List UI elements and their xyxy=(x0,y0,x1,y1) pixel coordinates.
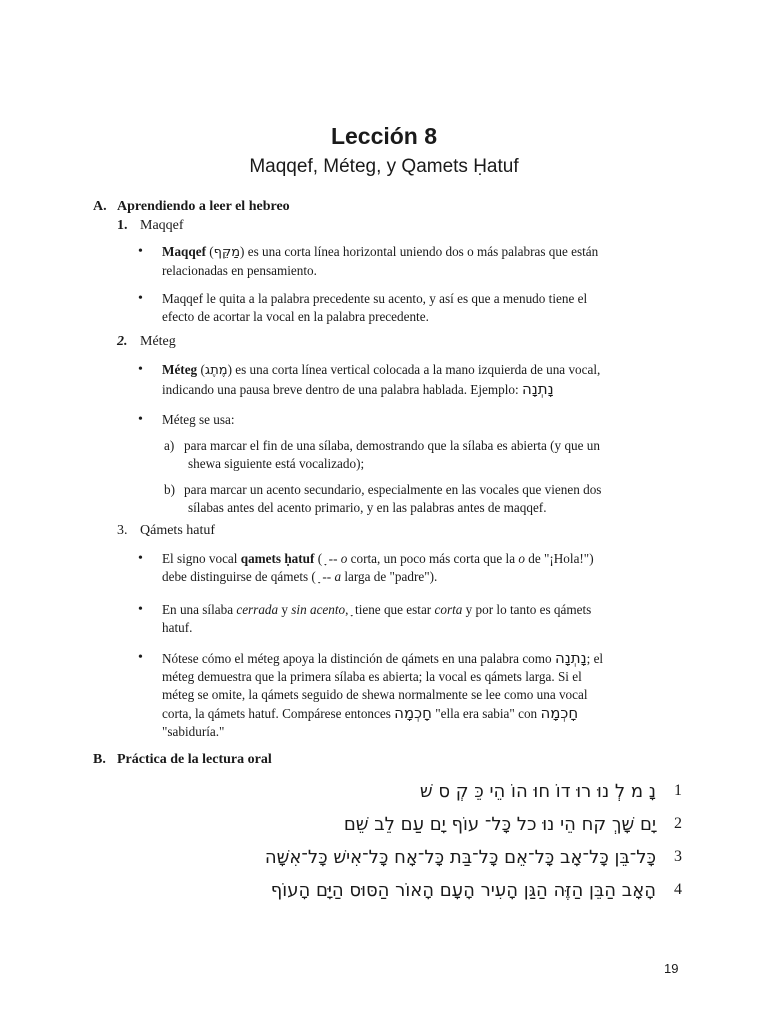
item-3-number: 3. xyxy=(117,523,128,538)
qamets-b2-mid: , ָ tiene que estar xyxy=(345,602,435,617)
qamets-b1-rest: corta, un poco más corta que la xyxy=(347,551,519,566)
meteg-use-b-label: b) xyxy=(164,482,175,497)
maqqef-b2-line1: Maqqef le quita a la palabra precedente su acento, y así es que a menudo tiene el xyxy=(162,291,588,306)
qamets-b1-o: o xyxy=(340,551,348,566)
meteg-def-line2: indicando una pausa breve dentro de una palabra hablada. Ejemplo: xyxy=(162,382,519,397)
item-3-heading: Qámets hatuf xyxy=(140,523,216,538)
qamets-b1-end: de "¡Hola!") xyxy=(524,551,594,566)
meteg-bullet-2 xyxy=(138,411,662,429)
meteg-use-b-line2: sílabas antes del acento primario, y en las palabras antes de maqqef. xyxy=(188,500,547,515)
qamets-b3-line1: Nótese cómo el méteg apoya la distinción de qámets en una palabra como xyxy=(162,651,552,666)
meteg-use-a-line2: shewa siguiente está vocalizado); xyxy=(188,456,365,471)
reading-row-number: 4 xyxy=(674,881,682,898)
hokhmah-noun-hebrew: חָכְמָה xyxy=(540,704,579,722)
meteg-def-line1: ) es una corta línea vertical colocada a la mano izquierda de una vocal, xyxy=(227,362,601,377)
maqqef-def-line1: ) es una corta línea horizontal uniendo dos o más palabras que están xyxy=(240,244,599,259)
qamets-b2-line2: hatuf. xyxy=(162,620,193,635)
meteg-bullet-1: • Méteg (מֶתֶג) es una corta línea vertical colocada a la mano izquierda de una vocal, indicando una pausa breve dentro de una palabra hablada. Ejemplo: נָתְנָה xyxy=(138,362,601,398)
item-1-number: 1. xyxy=(117,218,128,233)
item-1-heading: Maqqef xyxy=(140,218,184,233)
qamets-b3-line4-pre: corta, la qámets hatuf. Compárese entonces xyxy=(162,706,391,721)
qamets-b2-end: y por lo tanto es qámets xyxy=(462,602,592,617)
qamets-b3-line4-mid: "ella era sabia" con xyxy=(435,706,538,721)
reading-row-number: 2 xyxy=(674,815,682,832)
qamets-bullet-1 xyxy=(138,550,672,586)
section-b-label: B. xyxy=(93,752,106,767)
reading-row-hebrew: נָ מ לְ נוּ רוּ דוֹ חוּ הוֹ הֵי כֵּ קְ ס שׁ xyxy=(419,781,656,802)
reading-row-hebrew: כָּל־בֵּן כָּל־אָב כָּל־אֵם כָּל־בַּת כָּל־אָח כָּל־אִישׁ כָּל־אִשָּׁה xyxy=(264,847,656,868)
item-2-heading: Méteg xyxy=(140,334,176,349)
lesson-title: Lección 8 xyxy=(330,123,438,149)
meteg-hebrew: מֶתֶג xyxy=(204,363,228,378)
reading-row xyxy=(180,880,682,908)
meteg-example-hebrew: נָתְנָה xyxy=(521,380,554,398)
bullet-icon: • xyxy=(138,551,143,566)
maqqef-bullet-2 xyxy=(138,290,662,326)
qamets-b3-line3: méteg se omite, la qámets seguido de shewa normalmente se lee como una vocal xyxy=(162,687,588,702)
bullet-icon: • xyxy=(138,244,143,259)
qamets-b3-line2: méteg demuestra que la primera sílaba es abierta; la vocal es qámets larga. Si el xyxy=(162,669,582,684)
qamets-b1-mid: ( ָ -- xyxy=(314,551,341,566)
reading-row-number: 1 xyxy=(674,782,682,799)
maqqef-bullet-1: • Maqqef (מַקֵּף) es una corta línea horizontal uniendo dos o más palabras que están relacionadas en pensamiento. xyxy=(138,244,599,278)
reading-row-number: 3 xyxy=(674,848,682,865)
meteg-use-b xyxy=(164,481,674,517)
maqqef-def-line2: relacionadas en pensamiento. xyxy=(162,263,317,278)
reading-row xyxy=(180,814,682,842)
meteg-use-a-line1: para marcar el fin de una sílaba, demostrando que la sílaba es abierta (y que un xyxy=(184,438,600,453)
reading-row xyxy=(180,781,682,809)
section-a-label: A. xyxy=(93,199,107,214)
natna-hebrew: נָתְנָה xyxy=(554,649,587,667)
page-number: 19 xyxy=(664,961,679,976)
section-b-heading: Práctica de la lectura oral xyxy=(117,752,272,767)
qamets-b2-cerrada: cerrada xyxy=(236,602,279,617)
reading-row-hebrew: יָם שָׁךְ קח הֵי נוּ כל כָּל־ עוֹף יָם עַם לֵב שֵׁם xyxy=(343,814,656,835)
qamets-b1-o2: o xyxy=(518,551,525,566)
maqqef-b2-line2: efecto de acortar la vocal en la palabra precedente. xyxy=(162,309,429,324)
qamets-b2-sin: sin acento xyxy=(291,602,346,617)
qamets-hatuf-term: qamets ḥatuf xyxy=(240,551,315,566)
bullet-icon: • xyxy=(138,412,143,427)
hokhmah-verb-hebrew: חָכְמָה xyxy=(394,704,432,722)
bullet-icon: • xyxy=(138,291,143,306)
maqqef-hebrew: מַקֵּף xyxy=(213,245,241,260)
meteg-uses-intro: Méteg se usa: xyxy=(162,412,235,427)
meteg-use-b-line1: para marcar un acento secundario, especialmente en las vocales que vienen dos xyxy=(184,482,602,497)
bullet-icon: • xyxy=(138,362,143,377)
bullet-icon: • xyxy=(138,602,143,617)
qamets-b1-l2-end: larga de "padre"). xyxy=(341,569,438,584)
reading-row xyxy=(180,847,682,875)
qamets-b1-l2-pre: debe distinguirse de qámets ( ָ -- xyxy=(162,569,335,584)
item-2-number: 2. xyxy=(117,334,128,349)
meteg-use-a xyxy=(164,437,674,473)
bullet-icon: • xyxy=(138,650,143,665)
qamets-b3-line1-end: el xyxy=(593,651,604,666)
qamets-b3-line5: "sabiduría." xyxy=(162,724,225,739)
qamets-b2-pre: En una sílaba xyxy=(162,602,237,617)
lesson-subtitle: Maqqef, Méteg, y Qamets Ḥatuf xyxy=(249,156,519,177)
section-a-heading: Aprendiendo a leer el hebreo xyxy=(117,199,290,214)
qamets-b2-y: y xyxy=(278,602,292,617)
qamets-bullet-2 xyxy=(138,601,672,637)
qamets-bullet-3: • Nótese cómo el méteg apoya la distinción de qámets en una palabra como נָתְנָה; el méteg demuestra que la primera sílaba es abierta; la vocal es qámets larga. Si el méteg se omite, la qámets seguido de shewa normalmente se lee como una vocal corta, la qámets hatuf. Compárese entonces חָכְמָה "ella era sabia" con חָכְמָה "sabiduría." xyxy=(138,649,604,739)
qamets-b2-corta: corta xyxy=(434,602,463,617)
meteg-use-a-label: a) xyxy=(164,438,175,453)
qamets-b1-pre: El signo vocal xyxy=(162,551,241,566)
qamets-b1-a: a xyxy=(334,569,342,584)
meteg-term: Méteg xyxy=(162,362,198,377)
maqqef-term: Maqqef xyxy=(162,244,206,259)
reading-row-hebrew: הָאָב הַבֵּן הַזֶּה הַגַּן הָעִיר הָעָם הָאוֹר הַסּוּס הַיָּם הָעוֹף xyxy=(270,880,656,901)
